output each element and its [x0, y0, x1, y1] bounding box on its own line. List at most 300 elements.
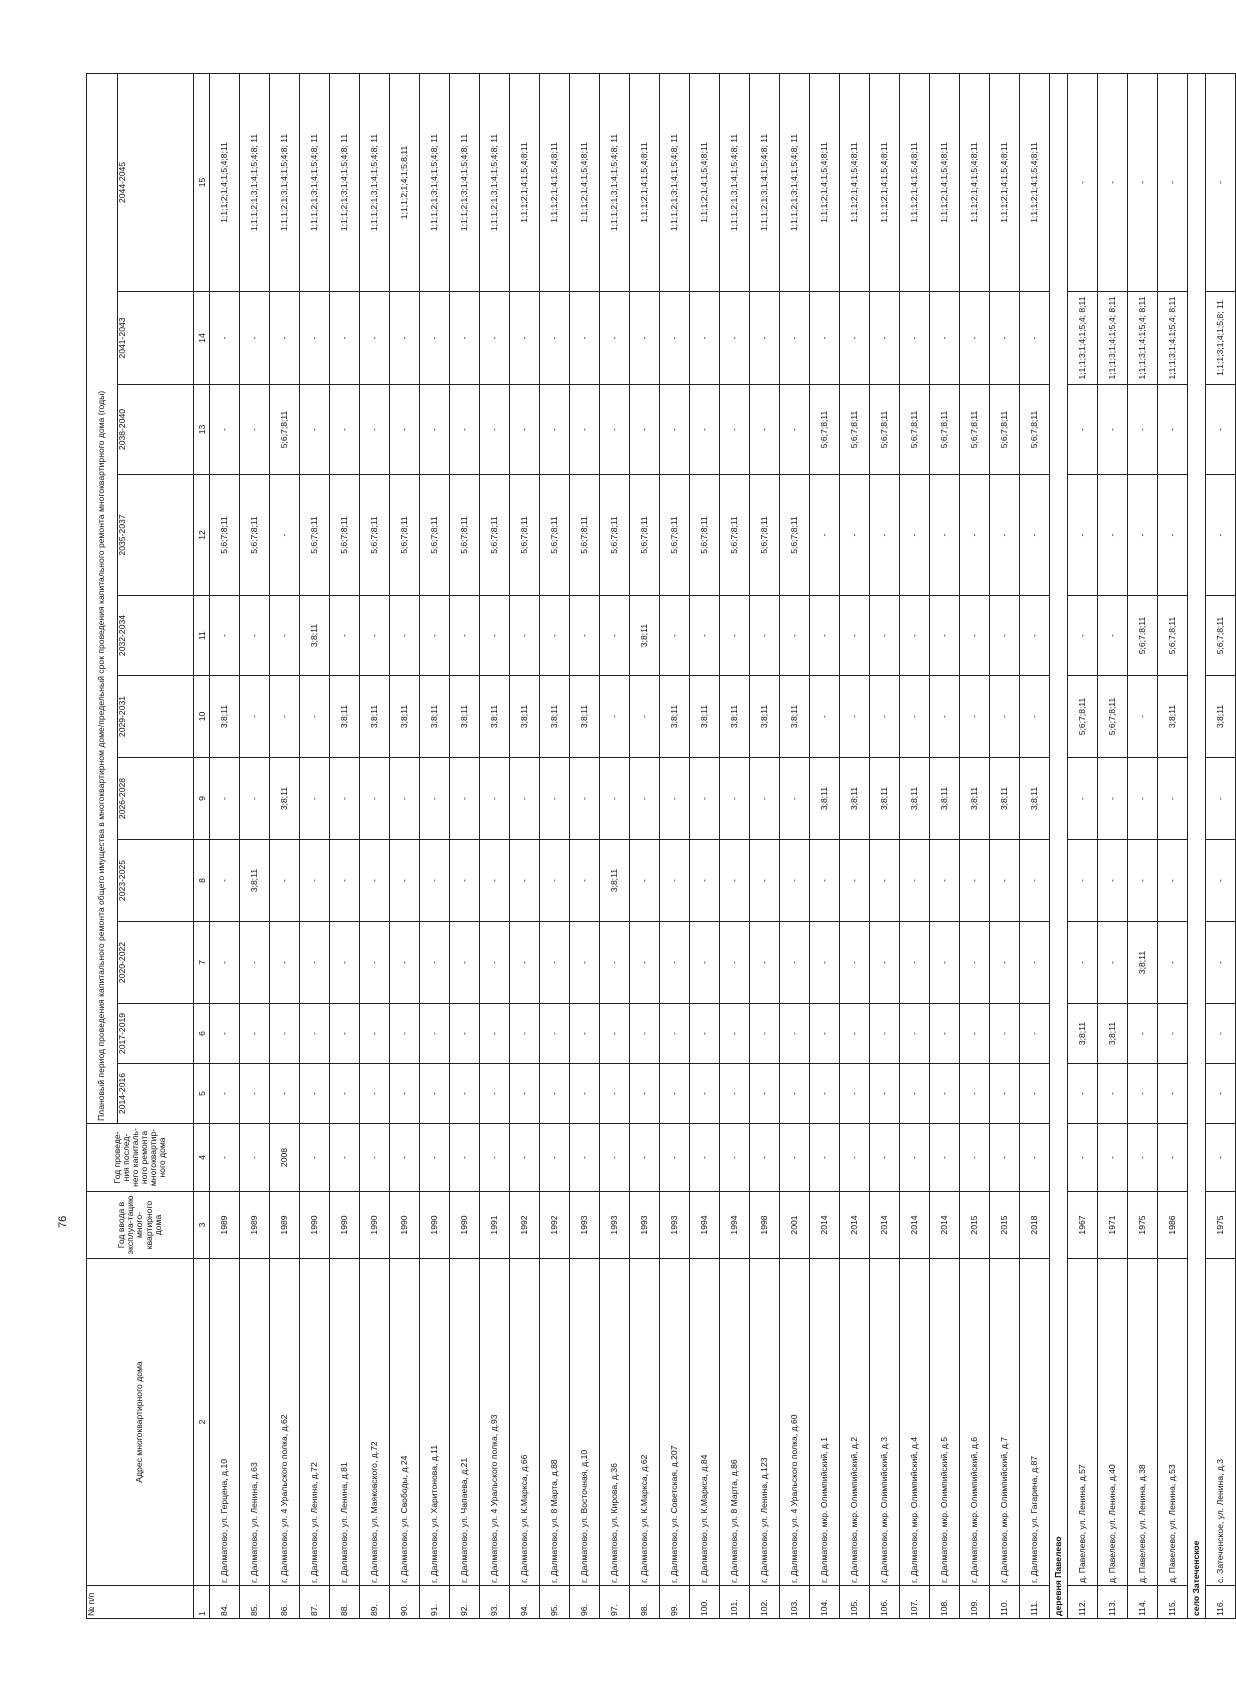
table-cell: 5;6;7;8;11	[780, 475, 810, 596]
table-cell: -	[540, 840, 570, 922]
table-cell: -	[330, 596, 360, 676]
header-period: 2017-2019	[118, 1004, 194, 1064]
table-cell: 2014	[900, 1192, 930, 1259]
table-cell: 3;8;11	[750, 676, 780, 758]
table-cell: -	[960, 292, 990, 385]
table-cell: -	[990, 1064, 1020, 1124]
table-cell: -	[1020, 1004, 1050, 1064]
row-number: 92.	[450, 1586, 480, 1619]
table-cell: -	[480, 292, 510, 385]
column-number: 8	[194, 840, 210, 922]
table-row	[330, 73, 360, 1618]
table-cell: -	[1068, 758, 1098, 840]
table-row	[810, 73, 840, 1618]
column-number: 3	[194, 1192, 210, 1259]
table-cell: -	[630, 922, 660, 1004]
table-cell: -	[510, 385, 540, 475]
table-cell: 5;6;7;8;11	[510, 475, 540, 596]
table-cell: -	[1206, 73, 1236, 291]
table-cell: -	[960, 1004, 990, 1064]
address-cell: г. Далматово, ул. Советская, д.207	[660, 1259, 690, 1586]
table-cell: -	[870, 1004, 900, 1064]
address-cell: г. Далматово, ул. К.Маркса, д.84	[690, 1259, 720, 1586]
header-period: 2029-2031	[118, 676, 194, 758]
table-cell: -	[810, 922, 840, 1004]
table-cell: -	[750, 1064, 780, 1124]
table-cell: 1;1;1;2;1;3;1;4;1;5;4;8; 11	[450, 73, 480, 291]
table-cell: 1;1;1;3;1;4;1;5;4; 8;11	[1158, 292, 1188, 385]
table-cell: -	[300, 922, 330, 1004]
table-cell: 3;8;11	[330, 676, 360, 758]
table-cell: -	[810, 292, 840, 385]
table-cell: -	[1068, 596, 1098, 676]
table-cell: 1986	[1158, 1192, 1188, 1259]
column-number: 10	[194, 676, 210, 758]
table-cell: -	[720, 1064, 750, 1124]
table-cell: 3;8;11	[810, 758, 840, 840]
table-cell: -	[480, 922, 510, 1004]
table-cell: -	[330, 840, 360, 922]
table-cell: -	[780, 596, 810, 676]
table-cell: 1989	[240, 1192, 270, 1259]
table-cell: -	[840, 1124, 870, 1192]
table-cell: -	[840, 922, 870, 1004]
table-cell: 1;1;1;2;1;3;1;4;1;5;4;8; 11	[270, 73, 300, 291]
table-cell: -	[690, 758, 720, 840]
table-cell: -	[1158, 73, 1188, 291]
row-number: 91.	[420, 1586, 450, 1619]
table-cell: -	[810, 475, 840, 596]
table-cell: -	[990, 292, 1020, 385]
table-row	[750, 73, 780, 1618]
table-cell: -	[510, 922, 540, 1004]
table-cell: 1967	[1068, 1192, 1098, 1259]
table-cell: -	[990, 840, 1020, 922]
table-cell: -	[570, 922, 600, 1004]
table-cell: 3;8;11	[600, 840, 630, 922]
table-cell: -	[960, 676, 990, 758]
table-cell: -	[660, 385, 690, 475]
table-cell: 5;6;7;8;11	[330, 475, 360, 596]
table-cell: 3;8;11	[480, 676, 510, 758]
table-cell: -	[1068, 840, 1098, 922]
table-cell: 3;8;11	[210, 676, 240, 758]
table-cell: -	[810, 1124, 840, 1192]
table-cell: -	[360, 1124, 390, 1192]
table-cell: -	[210, 1004, 240, 1064]
table-cell: -	[690, 1124, 720, 1192]
table-cell: 1975	[1206, 1192, 1236, 1259]
table-cell: -	[300, 1124, 330, 1192]
table-cell: 1992	[510, 1192, 540, 1259]
table-cell: 3;8;11	[990, 758, 1020, 840]
table-cell: 3;8;11	[900, 758, 930, 840]
row-number: 98.	[630, 1586, 660, 1619]
table-cell: -	[930, 292, 960, 385]
table-row	[270, 73, 300, 1618]
table-row	[1206, 73, 1236, 1618]
row-number: 107.	[900, 1586, 930, 1619]
address-cell: г. Далматово, ул. Ленина, д.63	[240, 1259, 270, 1586]
table-cell: -	[240, 1064, 270, 1124]
table-cell: -	[270, 840, 300, 922]
table-cell: -	[390, 758, 420, 840]
table-cell: 1;1;1;2;1;3;1;4;1;5;4;8; 11	[600, 73, 630, 291]
table-cell: -	[300, 840, 330, 922]
table-cell: 5;6;7;8;11	[720, 475, 750, 596]
table-cell: 5;6;7;8;11	[690, 475, 720, 596]
table-cell: 5;6;7;8;11	[1158, 596, 1188, 676]
table-cell: -	[360, 840, 390, 922]
table-cell: -	[390, 292, 420, 385]
table-cell: -	[480, 596, 510, 676]
table-cell: -	[210, 1124, 240, 1192]
address-cell: д. Павелево, ул. Ленина, д.38	[1128, 1259, 1158, 1586]
table-cell: 1991	[480, 1192, 510, 1259]
header-no: № п/п	[87, 1586, 194, 1619]
table-cell: -	[1128, 73, 1158, 291]
table-row	[780, 73, 810, 1618]
table-cell: -	[570, 840, 600, 922]
address-cell: г. Далматово, мкр. Олимпийский, д.6	[960, 1259, 990, 1586]
table-cell: -	[1158, 1004, 1188, 1064]
table-cell: 1;1;1;2;1;4;1;5;4;8;11	[1020, 73, 1050, 291]
table-cell: -	[720, 385, 750, 475]
table-row	[960, 73, 990, 1618]
table-cell: -	[240, 1004, 270, 1064]
table-cell: -	[1020, 475, 1050, 596]
table-cell: -	[240, 292, 270, 385]
table-cell: -	[930, 922, 960, 1004]
column-number: 11	[194, 596, 210, 676]
section-label: деревня Павелево	[1050, 73, 1068, 1618]
table-cell: 1990	[330, 1192, 360, 1259]
table-cell: -	[660, 1004, 690, 1064]
table-cell: 1;1;1;3;1;4;1;5;4; 8;11	[1098, 292, 1128, 385]
table-row	[1158, 73, 1188, 1618]
table-cell: 1;1;1;2;1;4;1;5;4;8;11	[900, 73, 930, 291]
table-cell: -	[1128, 385, 1158, 475]
table-cell: -	[1128, 1124, 1158, 1192]
table-cell: -	[1020, 676, 1050, 758]
table-cell: 5;6;7;8;11	[1020, 385, 1050, 475]
table-cell: -	[1098, 922, 1128, 1004]
table-cell: -	[1158, 1064, 1188, 1124]
table-row	[240, 73, 270, 1618]
table-cell: 1;1;1;2;1;3;1;4;1;5;4;8; 11	[750, 73, 780, 291]
table-cell: 3;8;11	[1098, 1004, 1128, 1064]
table-cell: 2014	[870, 1192, 900, 1259]
table-cell: 1;1;1;2;1;3;1;4;1;5;4;8; 11	[240, 73, 270, 291]
table-cell: 1;1;1;2;1;3;1;4;1;5;4;8; 11	[360, 73, 390, 291]
table-cell: 5;6;7;8;11	[1098, 676, 1128, 758]
table-cell: -	[750, 1004, 780, 1064]
table-cell: -	[1020, 840, 1050, 922]
table-cell: -	[600, 676, 630, 758]
table-cell: 5;6;7;8;11	[750, 475, 780, 596]
table-cell: 5;6;7;8;11	[210, 475, 240, 596]
table-cell: 1971	[1098, 1192, 1128, 1259]
address-cell: г. Далматово, мкр. Олимпийский, д.4	[900, 1259, 930, 1586]
table-cell: -	[270, 1004, 300, 1064]
table-cell: -	[1206, 1064, 1236, 1124]
table-cell: -	[390, 840, 420, 922]
table-cell: -	[210, 1064, 240, 1124]
table-cell: -	[810, 840, 840, 922]
table-cell: -	[330, 292, 360, 385]
table-cell: -	[600, 1004, 630, 1064]
table-cell: -	[750, 596, 780, 676]
table-cell: 5;6;7;8;11	[1206, 596, 1236, 676]
header-period: 2038-2040	[118, 385, 194, 475]
table-cell: -	[660, 1064, 690, 1124]
table-row	[480, 73, 510, 1618]
table-cell: -	[210, 292, 240, 385]
row-number: 115.	[1158, 1586, 1188, 1619]
table-cell: -	[660, 922, 690, 1004]
table-cell: 2014	[810, 1192, 840, 1259]
table-row	[1128, 73, 1158, 1618]
table-cell: 5;6;7;8;11	[960, 385, 990, 475]
table-cell: -	[480, 1124, 510, 1192]
table-row	[840, 73, 870, 1618]
address-cell: г. Далматово, ул. Маяковского, д.72	[360, 1259, 390, 1586]
table-cell: 1990	[450, 1192, 480, 1259]
table-row	[930, 73, 960, 1618]
header-address: Адрес многоквартирного дома	[87, 1259, 194, 1586]
header-period: 2041-2043	[118, 292, 194, 385]
table-cell: -	[1158, 385, 1188, 475]
table-cell: -	[990, 1124, 1020, 1192]
table-cell: 1990	[420, 1192, 450, 1259]
table-row	[630, 73, 660, 1618]
address-cell: д. Павелево, ул. Ленина, д.40	[1098, 1259, 1128, 1586]
table-cell: -	[540, 1004, 570, 1064]
column-number: 6	[194, 1004, 210, 1064]
table-row	[870, 73, 900, 1618]
table-cell: -	[1158, 922, 1188, 1004]
table-cell: 1;1;1;2;1;4;1;5;4;8;11	[570, 73, 600, 291]
address-cell: г. Далматово, ул. Свободы, д.24	[390, 1259, 420, 1586]
table-cell: -	[480, 1064, 510, 1124]
table-cell: -	[630, 1124, 660, 1192]
table-cell: 1989	[210, 1192, 240, 1259]
table-cell: 5;6;7;8;11	[450, 475, 480, 596]
row-number: 97.	[600, 1586, 630, 1619]
table-cell: -	[480, 758, 510, 840]
table-cell: 1;1;1;2;1;4;1;5;4;8;11	[990, 73, 1020, 291]
table-cell: 1;1;1;2;1;3;1;4;1;5;4;8; 11	[780, 73, 810, 291]
table-cell: -	[300, 1064, 330, 1124]
table-cell: -	[420, 922, 450, 1004]
table-cell: 5;6;7;8;11	[840, 385, 870, 475]
table-row	[210, 73, 240, 1618]
table-cell: -	[780, 758, 810, 840]
table-cell: -	[780, 922, 810, 1004]
table-cell: 5;6;7;8;11	[990, 385, 1020, 475]
address-cell: г. Далматово, ул. Ленина, д.72	[300, 1259, 330, 1586]
row-number: 114.	[1128, 1586, 1158, 1619]
table-cell: -	[270, 475, 300, 596]
table-row	[1098, 73, 1128, 1618]
table-cell: -	[780, 1004, 810, 1064]
table-cell: -	[420, 596, 450, 676]
table-cell: -	[210, 922, 240, 1004]
row-number: 116.	[1206, 1586, 1236, 1619]
table-cell: -	[450, 1064, 480, 1124]
table-cell: -	[300, 758, 330, 840]
table-cell: 3;8;11	[1068, 1004, 1098, 1064]
table-cell: -	[450, 758, 480, 840]
table-cell: -	[450, 1004, 480, 1064]
table-cell: 3;8;11	[690, 676, 720, 758]
capital-repair-schedule-table	[86, 73, 1236, 1619]
header-period: 2035-2037	[118, 475, 194, 596]
table-cell: -	[1098, 596, 1128, 676]
table-cell: -	[960, 475, 990, 596]
table-cell: -	[1128, 840, 1158, 922]
table-cell: 5;6;7;8;11	[270, 385, 300, 475]
table-cell: -	[1098, 385, 1128, 475]
section-row	[1188, 73, 1206, 1618]
table-cell: -	[750, 922, 780, 1004]
table-cell: 3;8;11	[510, 676, 540, 758]
table-row	[900, 73, 930, 1618]
table-cell: -	[420, 1064, 450, 1124]
table-cell: 1993	[630, 1192, 660, 1259]
table-row	[510, 73, 540, 1618]
table-cell: 3;8;11	[780, 676, 810, 758]
table-cell: 3;8;11	[540, 676, 570, 758]
column-number: 13	[194, 385, 210, 475]
table-cell: -	[270, 676, 300, 758]
table-cell: -	[930, 1064, 960, 1124]
address-cell: г. Далматово, ул. К.Маркса, д.66	[510, 1259, 540, 1586]
table-cell: 1993	[660, 1192, 690, 1259]
table-cell: -	[810, 1064, 840, 1124]
table-cell: -	[720, 1004, 750, 1064]
address-cell: г. Далматово, ул. Гагарина, д.87	[1020, 1259, 1050, 1586]
table-cell: -	[1206, 840, 1236, 922]
table-cell: 2015	[990, 1192, 1020, 1259]
table-cell: -	[1206, 758, 1236, 840]
table-cell: -	[540, 1064, 570, 1124]
table-cell: -	[930, 1124, 960, 1192]
table-cell: -	[690, 1064, 720, 1124]
column-number: 1	[194, 1586, 210, 1619]
address-cell: г. Далматово, ул. Кирова, д.36	[600, 1259, 630, 1586]
table-cell: 1990	[300, 1192, 330, 1259]
table-row	[570, 73, 600, 1618]
table-cell: 2001	[780, 1192, 810, 1259]
table-cell: -	[690, 922, 720, 1004]
table-cell: -	[600, 1064, 630, 1124]
column-number: 9	[194, 758, 210, 840]
table-cell: -	[210, 840, 240, 922]
table-cell: -	[1158, 758, 1188, 840]
table-cell: 5;6;7;8;11	[630, 475, 660, 596]
table-cell: -	[570, 385, 600, 475]
table-cell: -	[930, 596, 960, 676]
table-cell: -	[930, 676, 960, 758]
table-cell: 1;1;1;3;1;4;1;5;4; 8;11	[1128, 292, 1158, 385]
table-cell: -	[360, 385, 390, 475]
table-cell: 3;8;11	[870, 758, 900, 840]
row-number: 104.	[810, 1586, 840, 1619]
table-cell: -	[630, 758, 660, 840]
table-cell: 3;8;11	[570, 676, 600, 758]
table-cell: -	[1206, 922, 1236, 1004]
table-cell: -	[540, 596, 570, 676]
table-cell: 5;6;7;8;11	[540, 475, 570, 596]
table-cell: 5;6;7;8;11	[810, 385, 840, 475]
table-cell: 2018	[1020, 1192, 1050, 1259]
table-cell: 1;1;1;2;1;3;1;4;1;5;4;8; 11	[300, 73, 330, 291]
row-number: 113.	[1098, 1586, 1128, 1619]
table-cell: -	[510, 758, 540, 840]
row-number: 102.	[750, 1586, 780, 1619]
row-number: 95.	[540, 1586, 570, 1619]
table-cell: -	[1098, 73, 1128, 291]
header-last-repair-year: Год проведе-ния послед-него капиталь-ного ремонта многоквартир-ного дома	[87, 1124, 194, 1192]
table-cell: -	[600, 922, 630, 1004]
table-cell: -	[840, 292, 870, 385]
column-number: 4	[194, 1124, 210, 1192]
table-cell: -	[840, 475, 870, 596]
table-cell: -	[330, 385, 360, 475]
table-cell: 3;8;11	[390, 676, 420, 758]
row-number: 100.	[690, 1586, 720, 1619]
table-cell: -	[870, 1124, 900, 1192]
table-cell: -	[1020, 292, 1050, 385]
table-cell: -	[1158, 475, 1188, 596]
table-cell: -	[540, 922, 570, 1004]
table-cell: -	[1068, 922, 1098, 1004]
address-cell: г. Далматово, мкр. Олимпийский, д.3	[870, 1259, 900, 1586]
header-period: 2026-2028	[118, 758, 194, 840]
table-cell: -	[900, 475, 930, 596]
table-row	[450, 73, 480, 1618]
row-number: 111.	[1020, 1586, 1050, 1619]
table-cell: -	[240, 922, 270, 1004]
table-cell: -	[420, 840, 450, 922]
table-cell: -	[390, 1004, 420, 1064]
column-number: 7	[194, 922, 210, 1004]
table-cell: -	[960, 596, 990, 676]
table-cell: -	[450, 596, 480, 676]
address-cell: г. Далматово, мкр. Олимпийский, д.1	[810, 1259, 840, 1586]
address-cell: г. Далматово, ул. Восточная, д.10	[570, 1259, 600, 1586]
table-cell: -	[630, 840, 660, 922]
table-cell: -	[360, 1064, 390, 1124]
table-cell: -	[1098, 1064, 1128, 1124]
table-cell: -	[420, 385, 450, 475]
table-cell: -	[1020, 922, 1050, 1004]
address-cell: г. Далматово, ул. 8 Марта, д.88	[540, 1259, 570, 1586]
table-cell: -	[900, 596, 930, 676]
table-cell: 1;1;1;2;1;4;1;5;4;8;11	[930, 73, 960, 291]
table-cell: -	[1128, 676, 1158, 758]
table-cell: 3;8;11	[360, 676, 390, 758]
table-cell: -	[1098, 475, 1128, 596]
table-cell: -	[870, 475, 900, 596]
table-cell: -	[390, 596, 420, 676]
table-cell: 5;6;7;8;11	[420, 475, 450, 596]
table-cell: -	[810, 676, 840, 758]
table-row	[1020, 73, 1050, 1618]
table-cell: -	[900, 1124, 930, 1192]
table-cell: -	[330, 1124, 360, 1192]
